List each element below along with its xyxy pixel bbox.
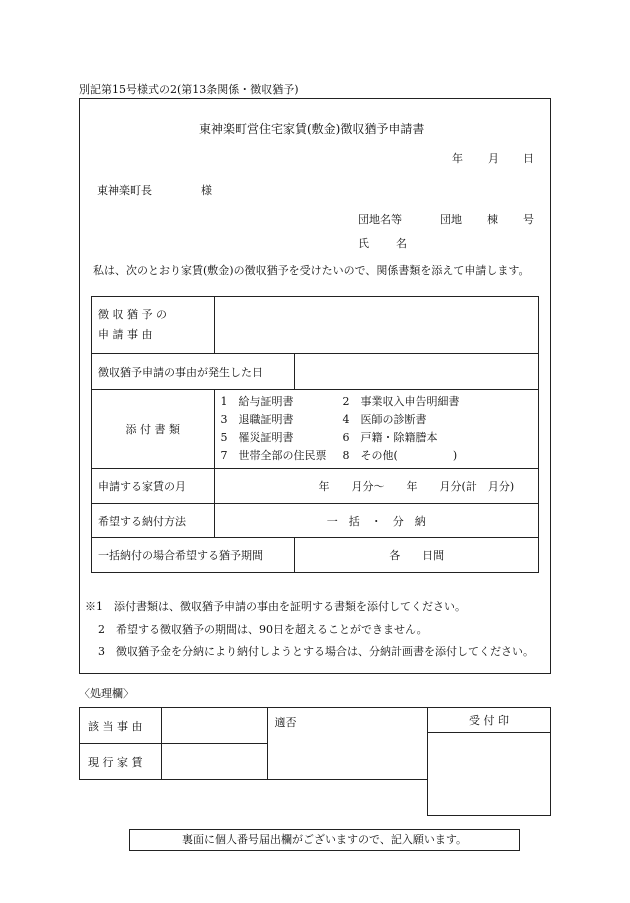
- attachment-item: 8 その他( ): [342, 449, 458, 462]
- reason-row: [92, 297, 539, 354]
- unit-number-label: 号: [523, 213, 534, 226]
- application-statement: 私は、次のとおり家賃(敷金)の徴収猶予を受けたいので、関係書類を添えて申請します。: [93, 264, 530, 277]
- attachment-line: [221, 393, 538, 411]
- current-rent-label: 現 行 家 賃: [80, 744, 162, 780]
- occurrence-date-label: 徴収猶予申請の事由が発生した日: [92, 354, 295, 390]
- approval-label: 適否: [274, 716, 297, 729]
- my-number-notice: 裏面に個人番号届出欄がございますので、記入願います。: [129, 829, 520, 851]
- attachment-item: 1 給与証明書: [220, 395, 294, 408]
- form-title: 東神楽町営住宅家賃(敷金)徴収猶予申請書: [199, 122, 425, 136]
- date-day-label: 日: [523, 152, 534, 165]
- attachment-line: [221, 411, 538, 429]
- reason-label-line2: 申 請 事 由: [98, 328, 153, 341]
- attachments-row: [92, 390, 539, 469]
- grace-period-value[interactable]: 各 日間: [295, 538, 539, 573]
- current-rent-cell[interactable]: [161, 744, 268, 780]
- reason-label-line1: 徴 収 猶 予 の: [98, 308, 167, 321]
- reason-input-cell[interactable]: [214, 297, 538, 354]
- rent-month-label: 申請する家賃の月: [92, 469, 215, 504]
- processing-section-label: 〈処理欄〉: [79, 687, 134, 700]
- applicant-name-label-1: 氏: [358, 237, 369, 250]
- applicable-reason-label: 該 当 事 由: [80, 708, 162, 744]
- reason-label: [92, 297, 215, 354]
- addressee-name: 東神楽町長: [97, 184, 152, 197]
- attachment-item: 4 医師の診断書: [342, 413, 427, 426]
- attachments-label: 添 付 書 類: [92, 390, 215, 469]
- date-month-label: 月: [488, 152, 499, 165]
- attachments-list: [214, 390, 538, 469]
- payment-method-value[interactable]: 一 括 ・ 分 納: [214, 504, 538, 538]
- payment-method-label: 希望する納付方法: [92, 504, 215, 538]
- attachment-item: 5 罹災証明書: [220, 431, 294, 444]
- attachment-item: 6 戸籍・除籍謄本: [342, 431, 438, 444]
- grace-period-label: 一括納付の場合希望する猶予期間: [92, 538, 295, 573]
- processing-table: [79, 707, 428, 780]
- attachment-item: 3 退職証明書: [220, 413, 294, 426]
- danchi-label: 団地: [440, 213, 462, 226]
- applicable-reason-cell[interactable]: [161, 708, 268, 744]
- payment-method-row: [92, 504, 539, 538]
- occurrence-date-input-cell[interactable]: [295, 354, 539, 390]
- note-3: 3 徴収猶予金を分納により納付しようとする場合は、分納計画書を添付してください。: [98, 645, 534, 658]
- note-2: 2 希望する徴収猶予の期間は、90日を超えることができません。: [98, 623, 428, 636]
- note-1: ※1 添付書類は、徴収猶予申請の事由を証明する書類を添付してください。: [85, 600, 466, 613]
- approval-cell[interactable]: [268, 708, 428, 780]
- attachment-item: 7 世帯全部の住民票: [220, 449, 327, 462]
- occurrence-date-row: [92, 354, 539, 390]
- attachment-line: [221, 447, 538, 465]
- date-year-label: 年: [452, 152, 463, 165]
- addressee-honorific: 様: [201, 184, 212, 197]
- form-number-note: 別記第15号様式の2(第13条関係・徴収猶予): [79, 83, 299, 96]
- attachment-item: 2 事業収入申告明細書: [342, 395, 460, 408]
- receipt-stamp-label: 受 付 印: [428, 708, 551, 733]
- rent-month-row: [92, 469, 539, 504]
- attachment-line: [221, 429, 538, 447]
- receipt-stamp-table: [427, 707, 551, 816]
- applicant-name-label-2: 名: [396, 237, 407, 250]
- rent-month-value[interactable]: 年 月分〜 年 月分(計 月分): [214, 469, 538, 504]
- application-table: [91, 296, 539, 573]
- building-label: 棟: [487, 213, 498, 226]
- grace-period-row: [92, 538, 539, 573]
- housing-complex-label: 団地名等: [358, 213, 402, 226]
- receipt-stamp-area[interactable]: [428, 733, 551, 816]
